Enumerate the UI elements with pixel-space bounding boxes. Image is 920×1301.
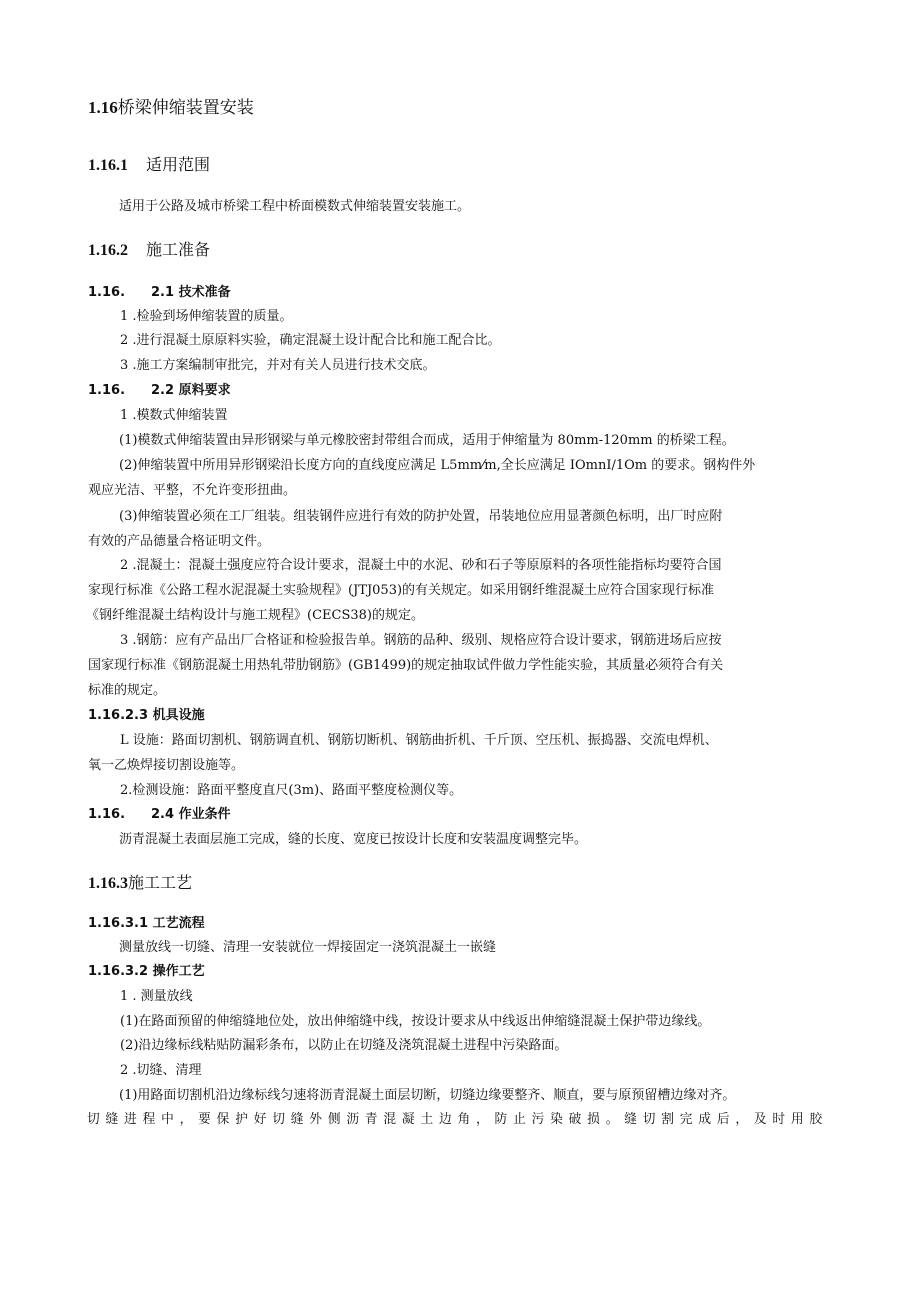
paragraph: 适用于公路及城市桥梁工程中桥面模数式伸缩装置安装施工。 (119, 199, 471, 214)
section-number: 1.16 (88, 98, 118, 117)
subsubsection-title: 机具设施 (152, 708, 205, 723)
paragraph-line: 有效的产品德量合格证明文件。 (88, 534, 271, 549)
subsubsection-title: 操作工艺 (152, 964, 205, 979)
paragraph-line: (2)伸缩装置中所用异形钢梁沿长度方向的直线度应满足 L5mm⁄m,全长应满足 IOmnI/1Om 的要求。钢构件外 (119, 458, 756, 473)
paragraph-line: L 设施：路面切割机、钢筋调直机、钢筋切断机、钢筋曲折机、千斤顶、空压机、振捣器、交流电焊机、 (120, 733, 718, 748)
paragraph-line: (1)用路面切割机沿边缘标线匀速将沥青混凝土面层切断，切缝边缘要整齐、顺直，要与原预留槽边缘对齐。 (119, 1088, 736, 1103)
subsubsection-title: 2.4 作业条件 (151, 807, 231, 822)
paragraph-line: 标准的规定。 (88, 683, 167, 698)
list-item: 2 .切缝、清理 (120, 1063, 202, 1078)
list-item: 1 . 测量放线 (120, 989, 193, 1004)
subsubsection-heading (88, 709, 205, 722)
section-title (88, 99, 254, 117)
list-item: 1 .模数式伸缩装置 (120, 408, 228, 423)
subsection-heading (88, 157, 210, 174)
subsection-title: 适用范围 (146, 155, 211, 174)
subsubsection-number: 1.16. (88, 807, 126, 822)
subsubsection-heading (88, 917, 205, 930)
paragraph-line: 家现行标准《公路工程水泥混凝土实验规程》(JTJ053)的有关规定。如采用钢纤维混凝土应符合国家现行标准 (88, 583, 715, 598)
paragraph-line: 2 .混凝土：混凝土强度应符合设计要求，混凝土中的水泥、砂和石子等原原料的各项性能指标均要符合国 (120, 558, 722, 573)
subsubsection-title: 工艺流程 (152, 916, 205, 931)
subsection-number: 1.16.3 (88, 875, 128, 892)
paragraph: 测量放线一切缝、清理一安装就位一焊接固定一浇筑混凝土一嵌缝 (119, 940, 497, 955)
subsubsection-number: 1.16. (88, 383, 126, 398)
paragraph-line: (2)沿边缘标线粘贴防漏彩条布，以防止在切缝及浇筑混凝土进程中污染路面。 (120, 1038, 568, 1053)
subsection-title: 施工工艺 (128, 873, 193, 892)
paragraph-line: 氧一乙焕焊接切割设施等。 (88, 758, 245, 773)
subsubsection-heading (88, 808, 231, 821)
section-heading: 桥梁伸缩装置安装 (117, 98, 254, 118)
list-item: 2 .进行混凝土原原料实验，确定混凝土设计配合比和施工配合比。 (120, 333, 501, 348)
subsection-title: 施工准备 (146, 240, 211, 259)
subsection-number: 1.16.2 (88, 242, 128, 259)
paragraph-line: 国家现行标准《钢筋混凝土用热轧带肋钢筋》(GB1499)的规定抽取试件做力学性能实验，其质量必须符合有关 (88, 658, 724, 673)
paragraph-line: (3)伸缩装置必须在工厂组装。组装钢件应进行有效的防护处置，吊装地位应用显著颜色标明，出厂时应附 (119, 509, 723, 524)
subsubsection-heading (88, 384, 231, 397)
subsubsection-title: 2.1 技术准备 (151, 285, 231, 300)
subsubsection-number: 1.16.2.3 (88, 708, 149, 723)
paragraph-line: 观应光洁、平整，不允许变形扭曲。 (88, 483, 297, 498)
subsubsection-heading (88, 286, 231, 299)
paragraph-line: 《钢纤维混凝土结构设计与施工规程》(CECS38)的规定。 (86, 608, 424, 623)
subsection-number: 1.16.1 (88, 157, 128, 174)
subsection-heading (88, 875, 192, 892)
subsubsection-number: 1.16.3.1 (88, 916, 149, 931)
paragraph-line: 3 .钢筋：应有产品出厂合格证和检验报告单。钢筋的品种、级别、规格应符合设计要求，钢筋进场后应按 (120, 633, 722, 648)
paragraph-line: 2.检测设施：路面平整度直尺(3m)、路面平整度检测仪等。 (120, 783, 463, 798)
list-item: 1 .检验到场伸缩装置的质量。 (120, 309, 293, 324)
paragraph-line: (1)在路面预留的伸缩缝地位处，放出伸缩缝中线，按设计要求从中线返出伸缩缝混凝土保护带边缘线。 (120, 1014, 711, 1029)
list-item: 3 .施工方案编制审批完，并对有关人员进行技术交底。 (120, 358, 436, 373)
paragraph: 沥青混凝土表面层施工完成，缝的长度、宽度已按设计长度和安装温度调整完毕。 (119, 832, 588, 847)
subsubsection-number: 1.16. (88, 285, 126, 300)
subsubsection-number: 1.16.3.2 (88, 964, 149, 979)
paragraph-line: 切缝进程中，要保护好切缝外侧沥青混凝土边角，防止污染破损。缝切割完成后，及时用胶 (87, 1112, 829, 1127)
subsubsection-heading (88, 965, 205, 978)
subsection-heading (88, 242, 210, 259)
subsubsection-title: 2.2 原料要求 (151, 383, 231, 398)
paragraph-line: (1)模数式伸缩装置由异形钢梁与单元橡胶密封带组合而成，适用于伸缩量为 80mm-120mm 的桥梁工程。 (119, 433, 735, 448)
